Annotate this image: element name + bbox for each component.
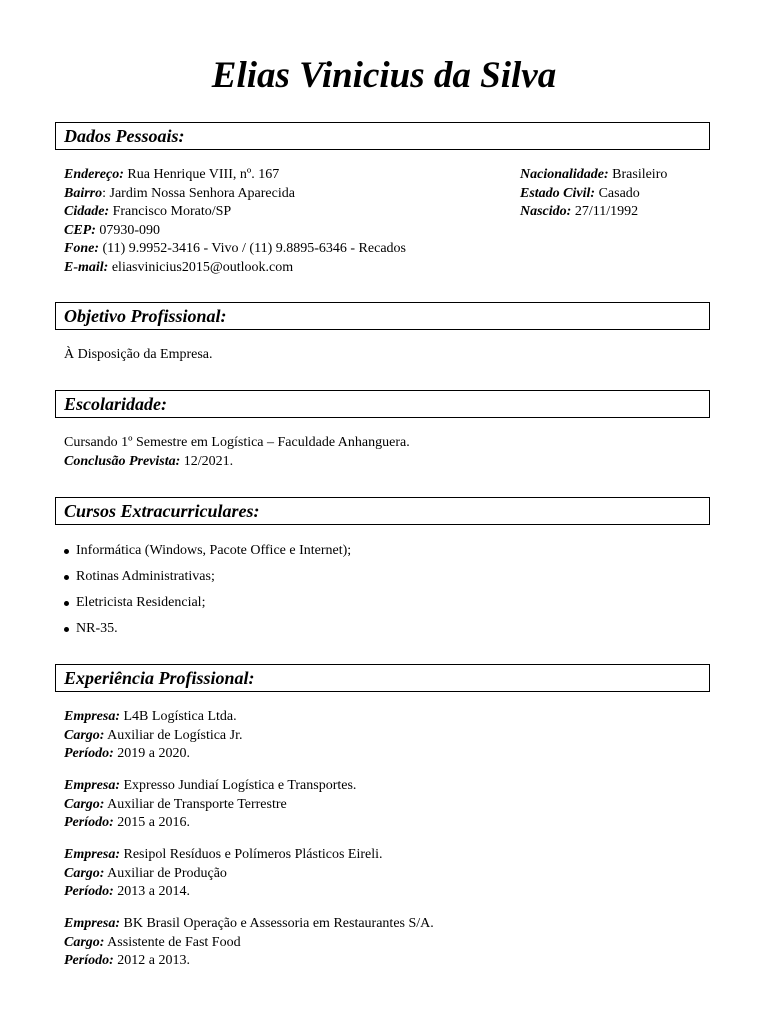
field-label: Período:: [64, 953, 114, 968]
field-label: Bairro: [64, 185, 103, 201]
field-label: Nascido:: [520, 204, 572, 219]
company-row: [64, 846, 383, 865]
field-label: Endereço:: [64, 167, 124, 182]
field-label: E-mail:: [64, 259, 109, 275]
field-value: Casado: [595, 185, 640, 201]
period-row: [64, 745, 242, 764]
field-value: Brasileiro: [608, 167, 668, 182]
period-row: [64, 814, 356, 833]
field-value: 2015 a 2016.: [113, 815, 190, 830]
field-value: (11) 9.9952-3416 - Vivo / (11) 9.8895-6346 - Recados: [99, 241, 406, 256]
list-item: Eletricista Residencial;: [64, 594, 351, 620]
education-info: [64, 434, 410, 471]
role-row: [64, 865, 383, 884]
section-dados-pessoais: [55, 122, 710, 150]
resume-name: Elias Vinicius da Silva: [211, 55, 557, 96]
field-value: BK Brasil Operação e Assessoria em Restaurantes S/A.: [120, 916, 434, 931]
experience-entry: [64, 846, 383, 902]
company-row: [64, 915, 434, 934]
field-label: Conclusão Prevista:: [64, 453, 181, 469]
section-objetivo: [55, 302, 710, 330]
field-value: 2012 a 2013.: [113, 953, 190, 968]
field-value: Auxiliar de Logística Jr.: [104, 727, 243, 743]
field-label: Período:: [64, 884, 114, 899]
field-label: Cargo:: [64, 934, 105, 950]
experience-entry: [64, 777, 356, 833]
role-row: [64, 934, 434, 953]
objective-text: [64, 346, 213, 365]
company-row: [64, 777, 356, 796]
phone-row: [64, 240, 406, 259]
field-label: Empresa:: [64, 916, 120, 931]
email-row: [64, 259, 406, 278]
field-value: Expresso Jundiaí Logística e Transportes.: [120, 778, 357, 793]
field-label: Empresa:: [64, 778, 120, 793]
field-label: Estado Civil:: [520, 185, 596, 201]
section-cursos: [55, 497, 710, 525]
section-title: Dados Pessoais:: [64, 126, 185, 146]
field-value: 07930-090: [95, 222, 161, 238]
field-label: CEP:: [64, 222, 96, 238]
birthdate-row: [520, 203, 667, 222]
field-label: Nacionalidade:: [520, 167, 609, 182]
experience-entry: [64, 708, 242, 764]
field-value: Auxiliar de Transporte Terrestre: [104, 796, 287, 812]
personal-info-right: [520, 166, 667, 222]
company-row: [64, 708, 242, 727]
role-row: [64, 796, 356, 815]
field-value: Resipol Resíduos e Polímeros Plásticos Eireli.: [120, 847, 383, 862]
field-label: Cargo:: [64, 727, 105, 743]
address-row: [64, 166, 406, 185]
field-label: Período:: [64, 815, 114, 830]
city-row: [64, 203, 406, 222]
field-label: Período:: [64, 746, 114, 761]
field-value: 27/11/1992: [571, 204, 639, 219]
education-conclusion: [64, 453, 410, 472]
objective-line: À Disposição da Empresa.: [64, 347, 213, 362]
section-title: Cursos Extracurriculares:: [64, 501, 260, 521]
field-label: Empresa:: [64, 709, 120, 724]
courses-list: [64, 542, 351, 646]
field-value: Auxiliar de Produção: [104, 865, 227, 881]
marital-status-row: [520, 185, 667, 204]
cep-row: [64, 222, 406, 241]
list-item: NR-35.: [64, 620, 351, 646]
period-row: [64, 883, 383, 902]
field-value: 2013 a 2014.: [113, 884, 190, 899]
list-item: Informática (Windows, Pacote Office e Internet);: [64, 542, 351, 568]
section-title: Objetivo Profissional:: [64, 306, 227, 326]
section-experiencia: [55, 664, 710, 692]
section-title: Experiência Profissional:: [64, 668, 255, 688]
field-value: Francisco Morato/SP: [109, 204, 232, 219]
list-item: Rotinas Administrativas;: [64, 568, 351, 594]
field-label: Cargo:: [64, 796, 105, 812]
field-value: 2019 a 2020.: [113, 746, 190, 761]
nationality-row: [520, 166, 667, 185]
field-label: Fone:: [64, 241, 99, 256]
experience-entry: [64, 915, 434, 971]
education-course: Cursando 1º Semestre em Logística – Faculdade Anhanguera.: [64, 435, 410, 450]
field-value: eliasvinicius2015@outlook.com: [108, 259, 294, 275]
personal-info-left: [64, 166, 406, 277]
field-value: : Jardim Nossa Senhora Aparecida: [102, 185, 295, 201]
period-row: [64, 952, 434, 971]
neighborhood-row: [64, 185, 406, 204]
field-value: 12/2021.: [180, 453, 234, 469]
field-label: Cargo:: [64, 865, 105, 881]
field-label: Cidade:: [64, 204, 110, 219]
section-title: Escolaridade:: [64, 394, 167, 414]
field-value: Rua Henrique VIII, nº. 167: [123, 167, 280, 182]
field-value: Assistente de Fast Food: [104, 934, 241, 950]
field-label: Empresa:: [64, 847, 120, 862]
field-value: L4B Logística Ltda.: [120, 709, 237, 724]
role-row: [64, 727, 242, 746]
section-escolaridade: [55, 390, 710, 418]
